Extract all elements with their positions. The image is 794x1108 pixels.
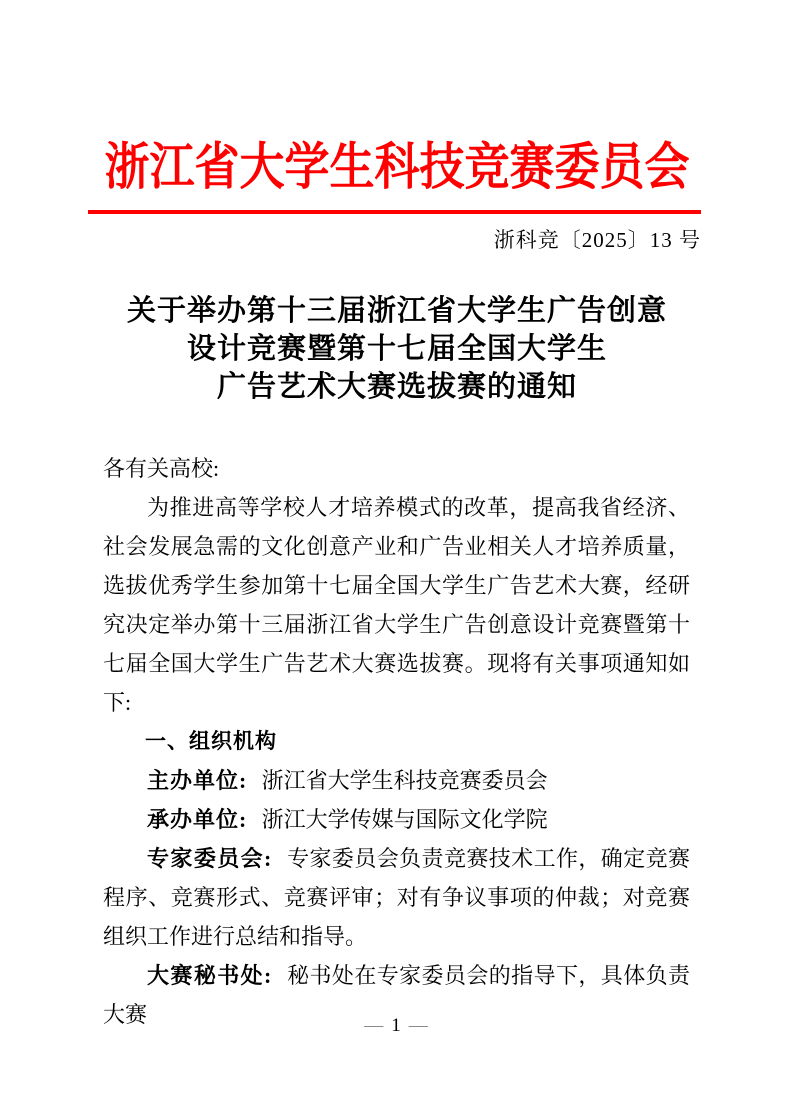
document-title-line-1: 关于举办第十三届浙江省大学生广告创意: [126, 295, 667, 327]
item-organizer-label: 主办单位:: [147, 768, 248, 793]
document-body: [103, 449, 690, 1034]
item-organizer-text: 浙江省大学生科技竞赛委员会: [261, 768, 548, 793]
item-secretariat-text: 秘书处在专家委员会的指导下，具体负责大赛: [103, 963, 691, 1027]
item-expert-committee-label: 专家委员会:: [147, 846, 273, 871]
letterhead-title: 浙江省大学生科技竞赛委员会: [104, 139, 690, 196]
letterhead-rule: [88, 210, 701, 214]
document-title-line-3: 广告艺术大赛选拔赛的通知: [216, 371, 577, 403]
intro-paragraph: 为推进高等学校人才培养模式的改革，提高我省经济、社会发展急需的文化创意产业和广告业相关人才培养质量，选拔优秀学生参加第十七届全国大学生广告艺术大赛，经研究决定举办第十三届浙江省大学生广告创意设计竞赛暨第十七届全国大学生广告艺术大赛选拔赛。现将有关事项通知如下:: [103, 495, 690, 715]
footer-dash-right: —: [408, 1015, 430, 1036]
item-expert-committee: [103, 839, 690, 956]
item-host: [103, 800, 690, 839]
page-number-footer: [0, 1015, 794, 1037]
document-title: [0, 292, 794, 406]
section-heading-organization: 一、组织机构: [145, 730, 277, 753]
document-number: 浙科竞〔2025〕13 号: [493, 228, 701, 252]
item-host-label: 承办单位:: [147, 807, 248, 832]
item-secretariat-label: 大赛秘书处:: [147, 963, 273, 988]
item-organizer: [103, 761, 690, 800]
item-expert-committee-text: 专家委员会负责竞赛技术工作，确定竞赛程序、竞赛形式、竞赛评审；对有争议事项的仲裁；对竞赛组织工作进行总结和指导。: [103, 846, 691, 949]
document-title-line-2: 设计竞赛暨第十七届全国大学生: [186, 333, 607, 365]
item-host-text: 浙江大学传媒与国际文化学院: [261, 807, 548, 832]
footer-dash-left: —: [364, 1015, 386, 1036]
page-number: 1: [391, 1015, 403, 1036]
salutation: 各有关高校:: [103, 456, 220, 481]
